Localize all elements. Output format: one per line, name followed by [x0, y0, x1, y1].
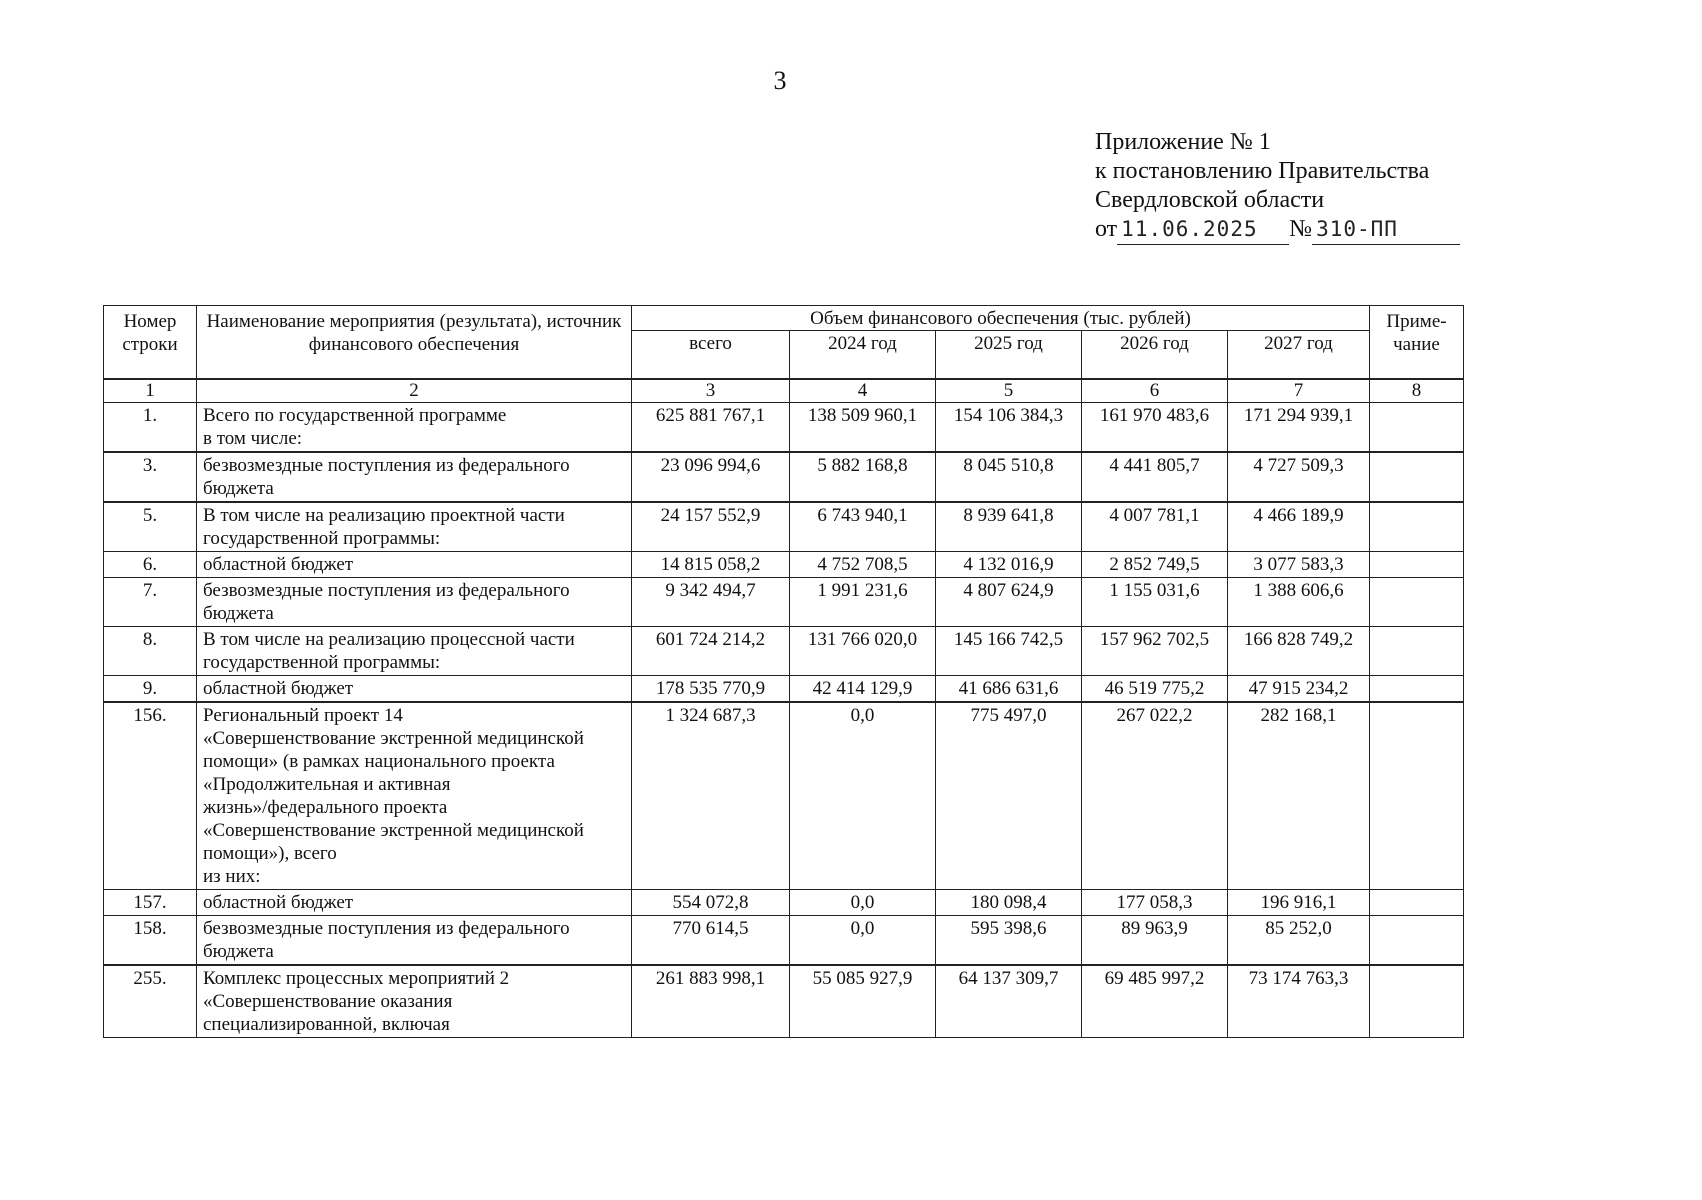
year-2025-cell: 180 098,4: [936, 889, 1082, 915]
table-row: [104, 551, 1464, 577]
year-2026-cell: 157 962 702,5: [1082, 626, 1228, 675]
year-2027-cell: 282 168,1: [1228, 702, 1370, 890]
year-2025-cell: 8 045 510,8: [936, 452, 1082, 502]
row-number-cell: 8.: [104, 626, 197, 675]
table-row: [104, 965, 1464, 1038]
year-2024-cell: 55 085 927,9: [790, 965, 936, 1038]
header-2024: 2024 год: [790, 331, 936, 379]
handwritten-number: 310-ПП: [1312, 215, 1460, 245]
year-2024-cell: 6 743 940,1: [790, 502, 936, 552]
total-cell: 14 815 058,2: [632, 551, 790, 577]
appendix-title: Приложение № 1: [1095, 129, 1271, 155]
table-row: [104, 702, 1464, 890]
item-name-cell: безвозмездные поступления из федерального бюджета: [197, 577, 632, 626]
column-number: 1: [104, 379, 197, 403]
total-cell: 554 072,8: [632, 889, 790, 915]
year-2025-cell: 775 497,0: [936, 702, 1082, 890]
row-number-cell: 9.: [104, 675, 197, 702]
year-2026-cell: 177 058,3: [1082, 889, 1228, 915]
handwritten-date: 11.06.2025: [1117, 215, 1289, 245]
note-cell: [1370, 502, 1464, 552]
total-cell: 178 535 770,9: [632, 675, 790, 702]
row-number-cell: 156.: [104, 702, 197, 890]
table-row: [104, 915, 1464, 965]
table-row: [104, 452, 1464, 502]
column-number-row: [104, 379, 1464, 403]
table-row: [104, 577, 1464, 626]
total-cell: 9 342 494,7: [632, 577, 790, 626]
financing-table: [103, 305, 1464, 1038]
total-cell: 24 157 552,9: [632, 502, 790, 552]
header-volume: Объем финансового обеспечения (тыс. рублей): [632, 306, 1370, 331]
header-2026: 2026 год: [1082, 331, 1228, 379]
year-2027-cell: 3 077 583,3: [1228, 551, 1370, 577]
appendix-block: [1095, 128, 1460, 245]
header-total: всего: [632, 331, 790, 379]
row-number-cell: 7.: [104, 577, 197, 626]
column-number: 5: [936, 379, 1082, 403]
note-cell: [1370, 551, 1464, 577]
year-2026-cell: 267 022,2: [1082, 702, 1228, 890]
year-2025-cell: 64 137 309,7: [936, 965, 1082, 1038]
row-number-cell: 157.: [104, 889, 197, 915]
year-2024-cell: 131 766 020,0: [790, 626, 936, 675]
header-note: Приме- чание: [1370, 306, 1464, 379]
item-name-cell: областной бюджет: [197, 889, 632, 915]
year-2026-cell: 89 963,9: [1082, 915, 1228, 965]
total-cell: 23 096 994,6: [632, 452, 790, 502]
row-number-cell: 1.: [104, 402, 197, 452]
year-2024-cell: 0,0: [790, 915, 936, 965]
year-2027-cell: 47 915 234,2: [1228, 675, 1370, 702]
note-cell: [1370, 402, 1464, 452]
note-cell: [1370, 626, 1464, 675]
year-2024-cell: 0,0: [790, 889, 936, 915]
year-2026-cell: 2 852 749,5: [1082, 551, 1228, 577]
item-name-cell: областной бюджет: [197, 551, 632, 577]
appendix-resolution: к постановлению Правительства: [1095, 158, 1430, 184]
year-2027-cell: 73 174 763,3: [1228, 965, 1370, 1038]
table-body: [104, 379, 1464, 1038]
table-row: [104, 675, 1464, 702]
year-2027-cell: 196 916,1: [1228, 889, 1370, 915]
year-2025-cell: 154 106 384,3: [936, 402, 1082, 452]
item-name-cell: безвозмездные поступления из федерального бюджета: [197, 452, 632, 502]
year-2024-cell: 0,0: [790, 702, 936, 890]
year-2026-cell: 161 970 483,6: [1082, 402, 1228, 452]
item-name-cell: Комплекс процессных мероприятий 2 «Совершенствование оказания специализированной, включая: [197, 965, 632, 1038]
row-number-cell: 3.: [104, 452, 197, 502]
year-2026-cell: 46 519 775,2: [1082, 675, 1228, 702]
table-row: [104, 626, 1464, 675]
column-number: 3: [632, 379, 790, 403]
row-number-cell: 5.: [104, 502, 197, 552]
year-2025-cell: 145 166 742,5: [936, 626, 1082, 675]
total-cell: 1 324 687,3: [632, 702, 790, 890]
year-2026-cell: 1 155 031,6: [1082, 577, 1228, 626]
row-number-cell: 6.: [104, 551, 197, 577]
total-cell: 625 881 767,1: [632, 402, 790, 452]
year-2024-cell: 1 991 231,6: [790, 577, 936, 626]
year-2027-cell: 1 388 606,6: [1228, 577, 1370, 626]
appendix-region: Свердловской области: [1095, 187, 1325, 213]
total-cell: 770 614,5: [632, 915, 790, 965]
column-number: 7: [1228, 379, 1370, 403]
year-2026-cell: 4 441 805,7: [1082, 452, 1228, 502]
year-2027-cell: 4 727 509,3: [1228, 452, 1370, 502]
item-name-cell: В том числе на реализацию процессной части государственной программы:: [197, 626, 632, 675]
year-2024-cell: 5 882 168,8: [790, 452, 936, 502]
page-number: 3: [773, 66, 787, 95]
column-number: 4: [790, 379, 936, 403]
row-number-cell: 255.: [104, 965, 197, 1038]
year-2027-cell: 4 466 189,9: [1228, 502, 1370, 552]
header-row-top: [104, 306, 1464, 331]
note-cell: [1370, 889, 1464, 915]
note-cell: [1370, 452, 1464, 502]
appendix-date-line: [1095, 215, 1460, 245]
row-number-cell: 158.: [104, 915, 197, 965]
year-2025-cell: 4 132 016,9: [936, 551, 1082, 577]
year-2024-cell: 42 414 129,9: [790, 675, 936, 702]
year-2025-cell: 4 807 624,9: [936, 577, 1082, 626]
year-2026-cell: 69 485 997,2: [1082, 965, 1228, 1038]
note-cell: [1370, 965, 1464, 1038]
year-2027-cell: 171 294 939,1: [1228, 402, 1370, 452]
header-row-number: Номер строки: [104, 306, 197, 379]
item-name-cell: В том числе на реализацию проектной части государственной программы:: [197, 502, 632, 552]
year-2026-cell: 4 007 781,1: [1082, 502, 1228, 552]
total-cell: 261 883 998,1: [632, 965, 790, 1038]
year-2025-cell: 595 398,6: [936, 915, 1082, 965]
column-number: 6: [1082, 379, 1228, 403]
item-name-cell: областной бюджет: [197, 675, 632, 702]
item-name-cell: Региональный проект 14 «Совершенствование экстренной медицинской помощи» (в рамках национального проекта «Продолжительная и активная жизнь»/федерального проекта «Совершенствование экстренной медицинской помощи»), всего из них:: [197, 702, 632, 890]
from-label: от: [1095, 216, 1118, 242]
note-cell: [1370, 675, 1464, 702]
table-row: [104, 402, 1464, 452]
year-2027-cell: 166 828 749,2: [1228, 626, 1370, 675]
table-row: [104, 502, 1464, 552]
year-2027-cell: 85 252,0: [1228, 915, 1370, 965]
note-cell: [1370, 702, 1464, 890]
table-row: [104, 889, 1464, 915]
year-2024-cell: 138 509 960,1: [790, 402, 936, 452]
column-number: 8: [1370, 379, 1464, 403]
number-label: №: [1289, 216, 1313, 242]
header-2027: 2027 год: [1228, 331, 1370, 379]
column-number: 2: [197, 379, 632, 403]
item-name-cell: безвозмездные поступления из федерального бюджета: [197, 915, 632, 965]
note-cell: [1370, 577, 1464, 626]
total-cell: 601 724 214,2: [632, 626, 790, 675]
note-cell: [1370, 915, 1464, 965]
year-2025-cell: 8 939 641,8: [936, 502, 1082, 552]
year-2024-cell: 4 752 708,5: [790, 551, 936, 577]
header-2025: 2025 год: [936, 331, 1082, 379]
year-2025-cell: 41 686 631,6: [936, 675, 1082, 702]
item-name-cell: Всего по государственной программе в том числе:: [197, 402, 632, 452]
header-name: Наименование мероприятия (результата), источник финансового обеспечения: [197, 306, 632, 379]
